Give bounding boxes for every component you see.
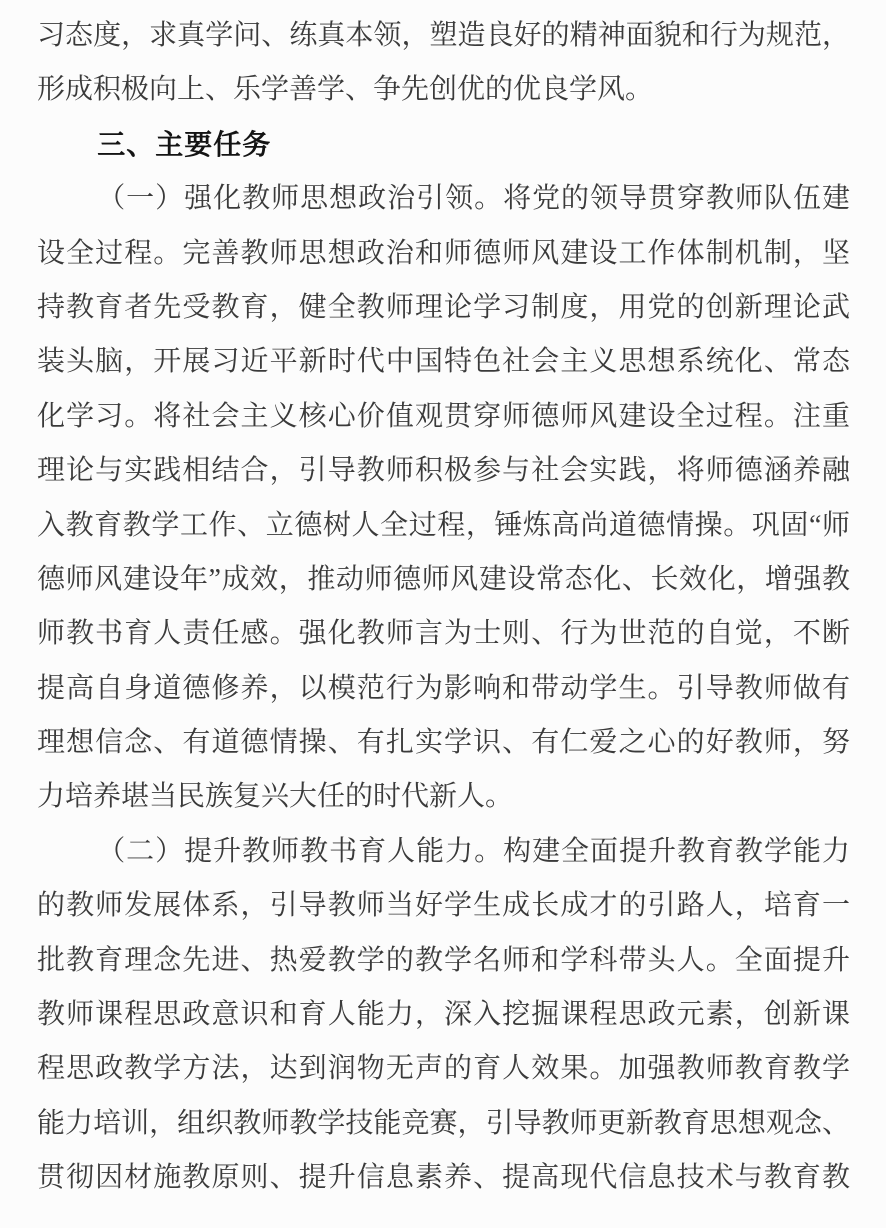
text-line: 的教师发展体系，引导教师当好学生成长成才的引路人，培育一 (37, 890, 850, 922)
text-line: （二）提升教师教书育人能力。构建全面提升教育教学能力 (97, 835, 850, 867)
text-line: 装头脑，开展习近平新时代中国特色社会主义思想系统化、常态 (37, 346, 850, 378)
document-body (37, 9, 850, 1206)
text-line: 批教育理念先进、热爱教学的教学名师和学科带头人。全面提升 (37, 944, 850, 976)
text-line: 入教育教学工作、立德树人全过程，锤炼高尚道德情操。巩固“师 (37, 509, 850, 541)
text-line: 提高自身道德修养，以模范行为影响和带动学生。引导教师做有 (37, 672, 850, 704)
text-line: 持教育者先受教育，健全教师理论学习制度，用党的创新理论武 (37, 291, 850, 323)
text-line: 贯彻因材施教原则、提升信息素养、提高现代信息技术与教育教 (37, 1162, 850, 1194)
text-line: 程思政教学方法，达到润物无声的育人效果。加强教师教育教学 (37, 1053, 850, 1085)
text-line: 理论与实践相结合，引导教师积极参与社会实践，将师德涵养融 (37, 455, 850, 487)
section-heading: 三、主要任务 (97, 128, 272, 160)
text-line: 能力培训，组织教师教学技能竞赛，引导教师更新教育思想观念、 (37, 1107, 850, 1139)
text-line: 德师风建设年”成效，推动师德师风建设常态化、长效化，增强教 (37, 563, 850, 595)
text-line: 设全过程。完善教师思想政治和师德师风建设工作体制机制，坚 (37, 237, 850, 269)
text-line: 习态度，求真学问、练真本领，塑造良好的精神面貌和行为规范， (37, 20, 850, 51)
text-line: （一）强化教师思想政治引领。将党的领导贯穿教师队伍建 (97, 183, 850, 215)
text-line: 化学习。将社会主义核心价值观贯穿师德师风建设全过程。注重 (37, 400, 850, 432)
text-line: 教师课程思政意识和育人能力，深入挖掘课程思政元素，创新课 (37, 999, 850, 1031)
text-line: 力培养堪当民族复兴大任的时代新人。 (37, 781, 514, 813)
text-line: 师教书育人责任感。强化教师言为士则、行为世范的自觉，不断 (37, 618, 850, 650)
text-line: 形成积极向上、乐学善学、争先创优的优良学风。 (37, 74, 654, 106)
text-line: 理想信念、有道德情操、有扎实学识、有仁爱之心的好教师，努 (37, 727, 850, 759)
